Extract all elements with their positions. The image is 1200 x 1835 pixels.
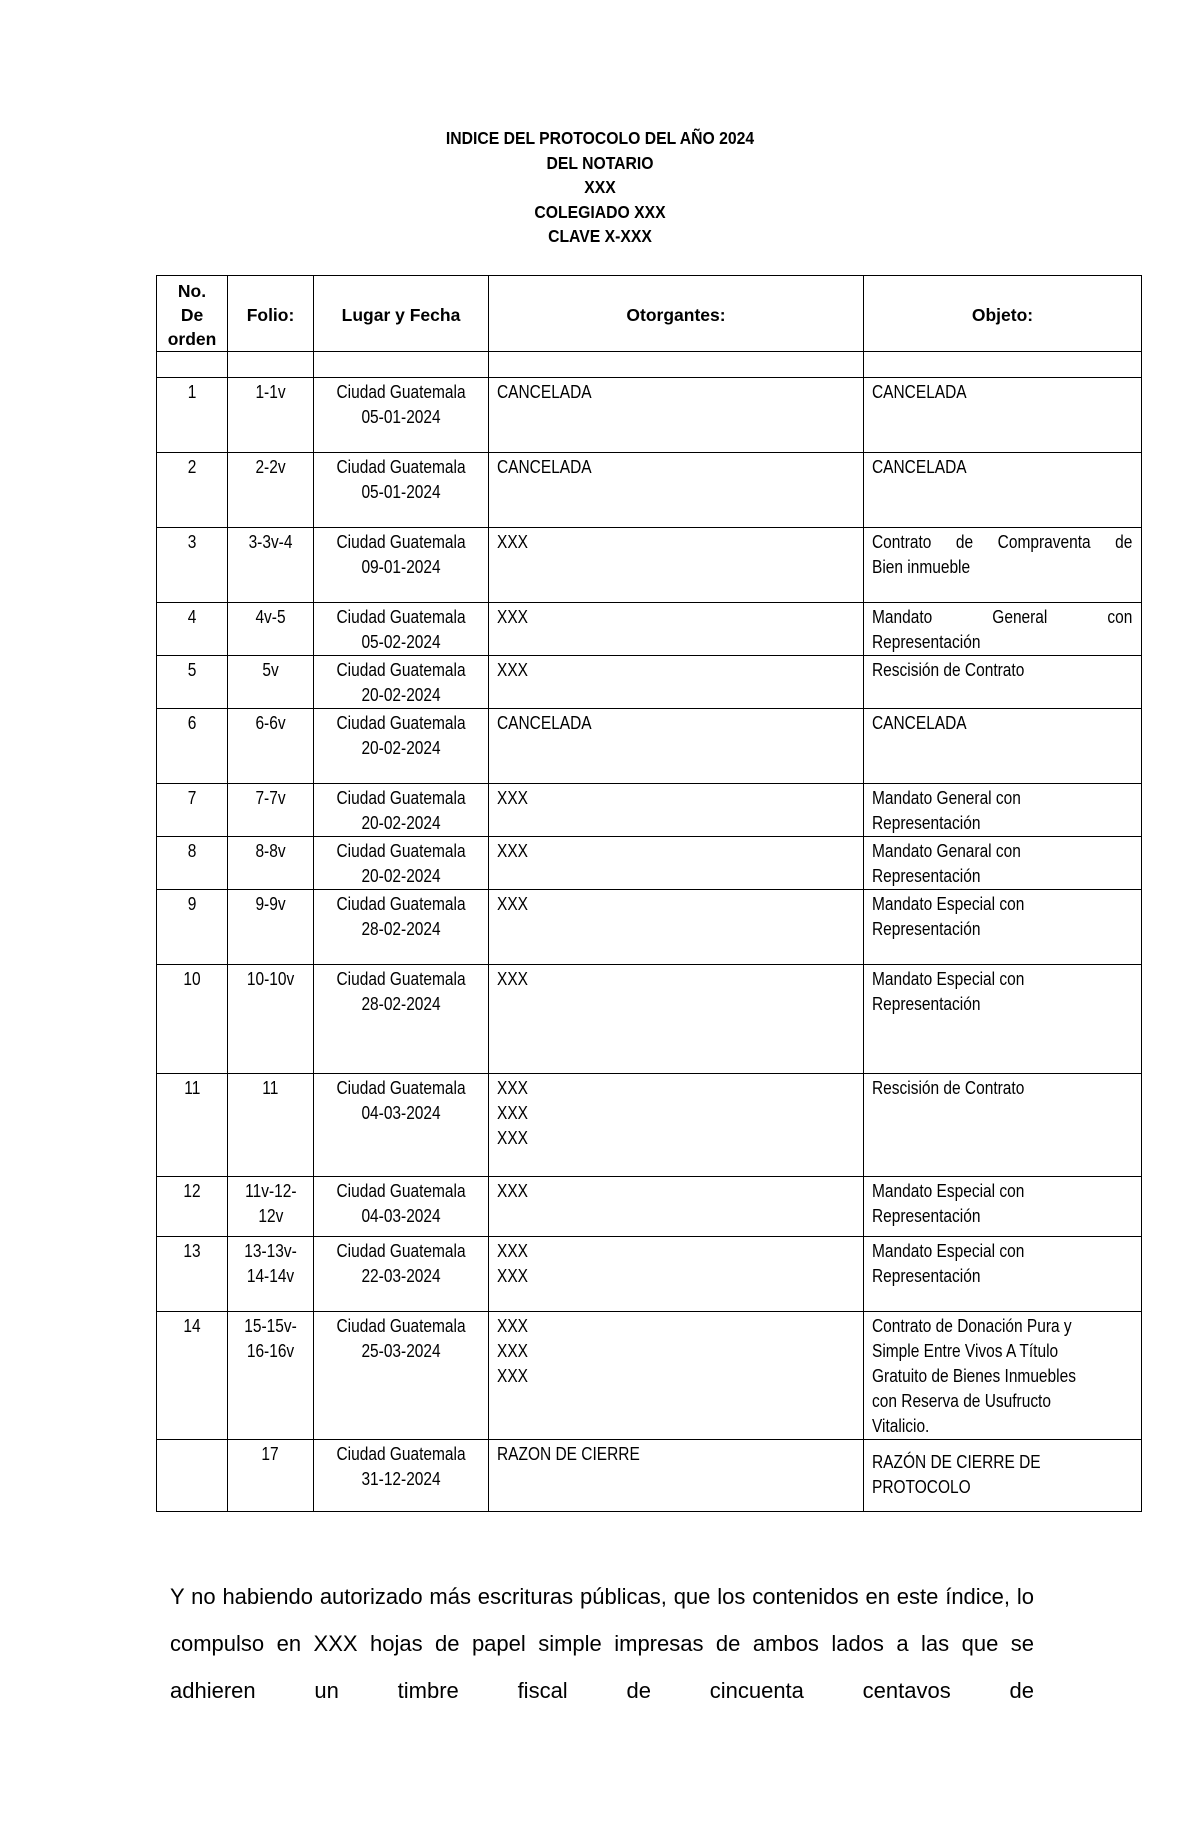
cell-text bbox=[336, 1239, 465, 1289]
cell-line: XXX bbox=[497, 532, 528, 552]
cell-text bbox=[872, 711, 1132, 736]
cell-objeto bbox=[864, 528, 1142, 603]
cell-line: CANCELADA bbox=[497, 382, 592, 402]
table-row bbox=[157, 965, 1142, 1074]
cell-fecha: 05-02-2024 bbox=[361, 632, 441, 652]
cell-text bbox=[497, 658, 854, 683]
cell-text bbox=[872, 455, 1132, 480]
cell-text bbox=[872, 658, 1132, 683]
title-line-2: DEL NOTARIO bbox=[546, 152, 654, 173]
cell-line: RAZÓN DE CIERRE DE bbox=[872, 1452, 1041, 1472]
cell-text bbox=[336, 711, 465, 761]
table-row bbox=[157, 1440, 1142, 1512]
cell-line: Representación bbox=[872, 632, 981, 652]
cell-lugar-fecha bbox=[314, 784, 489, 837]
cell-line: 12v bbox=[258, 1206, 283, 1226]
cell-line: Bien inmueble bbox=[872, 557, 971, 577]
cell-line: XXX bbox=[497, 969, 528, 989]
cell-line: XXX bbox=[497, 894, 528, 914]
cell-text bbox=[497, 380, 854, 405]
index-table bbox=[156, 275, 1142, 1512]
cell-text bbox=[255, 605, 285, 630]
header-row bbox=[157, 276, 1142, 352]
cell-line: Mandato Especial con bbox=[872, 1241, 1025, 1261]
cell-folio bbox=[228, 528, 314, 603]
cell-no-value: 2 bbox=[187, 457, 197, 477]
cell-lugar-fecha bbox=[314, 1074, 489, 1177]
spacer-cell bbox=[228, 352, 314, 378]
cell-text bbox=[872, 1239, 1132, 1289]
cell-lugar: Ciudad Guatemala bbox=[336, 457, 466, 477]
cell-line: CANCELADA bbox=[497, 457, 592, 477]
cell-line: RAZON DE CIERRE bbox=[497, 1444, 640, 1464]
cell-objeto bbox=[864, 378, 1142, 453]
cell-objeto bbox=[864, 837, 1142, 890]
cell-otorgantes bbox=[489, 528, 864, 603]
cell-fecha: 04-03-2024 bbox=[361, 1103, 441, 1123]
cell-text bbox=[336, 1442, 465, 1492]
cell-line: 9-9v bbox=[255, 894, 286, 914]
cell-text bbox=[497, 1239, 854, 1289]
cell-line: PROTOCOLO bbox=[872, 1477, 971, 1497]
cell-text bbox=[497, 892, 854, 917]
cell-line: 6-6v bbox=[255, 713, 286, 733]
cell-line: XXX bbox=[497, 841, 528, 861]
cell-text bbox=[336, 839, 465, 889]
cell-text bbox=[497, 530, 854, 555]
col-header-no-line2: De bbox=[180, 304, 204, 325]
cell-folio bbox=[228, 453, 314, 528]
cell-line: XXX bbox=[497, 1103, 528, 1123]
cell-lugar: Ciudad Guatemala bbox=[336, 660, 466, 680]
cell-line: Mandato Genaral con bbox=[872, 841, 1021, 861]
cell-objeto bbox=[864, 1177, 1142, 1237]
cell-text bbox=[255, 786, 285, 811]
cell-folio bbox=[228, 784, 314, 837]
cell-text bbox=[872, 892, 1132, 942]
cell-line: Rescisión de Contrato bbox=[872, 1078, 1025, 1098]
cell-otorgantes bbox=[489, 1074, 864, 1177]
col-header-lugar: Lugar y Fecha bbox=[314, 276, 489, 352]
cell-text bbox=[872, 380, 1132, 405]
col-header-folio: Folio: bbox=[228, 276, 314, 352]
cell-no-value: 4 bbox=[187, 607, 197, 627]
table-row bbox=[157, 603, 1142, 656]
cell-folio bbox=[228, 1312, 314, 1440]
cell-text bbox=[497, 967, 854, 992]
col-header-no-line3: orden bbox=[167, 328, 217, 349]
cell-no-value: 8 bbox=[187, 841, 197, 861]
cell-fecha: 05-01-2024 bbox=[361, 482, 441, 502]
cell-lugar-fecha bbox=[314, 965, 489, 1074]
cell-text bbox=[336, 380, 465, 430]
cell-lugar: Ciudad Guatemala bbox=[336, 788, 466, 808]
title-line-3: XXX bbox=[584, 177, 616, 197]
cell-text bbox=[247, 967, 294, 992]
cell-otorgantes bbox=[489, 1177, 864, 1237]
cell-line: XXX bbox=[497, 1241, 528, 1261]
cell-lugar-fecha bbox=[314, 1312, 489, 1440]
cell-line: 13-13v- bbox=[244, 1241, 297, 1261]
cell-text bbox=[336, 605, 465, 655]
cell-lugar: Ciudad Guatemala bbox=[336, 1078, 466, 1098]
cell-no bbox=[157, 453, 228, 528]
cell-lugar-fecha bbox=[314, 1177, 489, 1237]
cell-fecha: 20-02-2024 bbox=[361, 813, 441, 833]
cell-lugar: Ciudad Guatemala bbox=[336, 969, 466, 989]
cell-line: 7-7v bbox=[255, 788, 286, 808]
cell-line: Contrato de Donación Pura y bbox=[872, 1316, 1072, 1336]
cell-fecha: 20-02-2024 bbox=[361, 866, 441, 886]
cell-fecha: 31-12-2024 bbox=[361, 1469, 441, 1489]
cell-lugar-fecha bbox=[314, 1440, 489, 1512]
cell-text bbox=[497, 1179, 854, 1204]
cell-lugar-fecha bbox=[314, 890, 489, 965]
cell-line: CANCELADA bbox=[872, 713, 967, 733]
cell-line: 15-15v- bbox=[244, 1316, 297, 1336]
cell-objeto bbox=[864, 603, 1142, 656]
cell-folio bbox=[228, 1074, 314, 1177]
cell-line: 2-2v bbox=[255, 457, 286, 477]
cell-folio bbox=[228, 890, 314, 965]
cell-otorgantes bbox=[489, 1237, 864, 1312]
closing-paragraph: Y no habiendo autorizado más escrituras públicas, que los contenidos en este índice, lo compulso en XXX hojas de papel simple impresas de ambos lados a las que se adhieren un timbre fiscal de cincuenta centavos de bbox=[170, 1584, 1034, 1703]
cell-text bbox=[497, 1076, 854, 1151]
cell-objeto bbox=[864, 1440, 1142, 1512]
cell-line: Contrato de Compraventa de bbox=[872, 532, 1133, 552]
cell-line: Representación bbox=[872, 866, 981, 886]
cell-line: 5v bbox=[262, 660, 279, 680]
cell-lugar: Ciudad Guatemala bbox=[336, 382, 466, 402]
spacer-cell bbox=[157, 352, 228, 378]
cell-objeto bbox=[864, 1237, 1142, 1312]
cell-objeto bbox=[864, 1074, 1142, 1177]
cell-fecha: 22-03-2024 bbox=[361, 1266, 441, 1286]
cell-no bbox=[157, 1237, 228, 1312]
cell-line: 4v-5 bbox=[255, 607, 286, 627]
cell-folio bbox=[228, 378, 314, 453]
cell-fecha: 20-02-2024 bbox=[361, 738, 441, 758]
table-row bbox=[157, 1237, 1142, 1312]
cell-line: con Reserva de Usufructo bbox=[872, 1391, 1051, 1411]
cell-text bbox=[336, 967, 465, 1017]
cell-otorgantes bbox=[489, 890, 864, 965]
table-row bbox=[157, 1312, 1142, 1440]
cell-no-value: 7 bbox=[187, 788, 197, 808]
cell-no bbox=[157, 1177, 228, 1237]
cell-line: XXX bbox=[497, 1366, 528, 1386]
cell-line: XXX bbox=[497, 660, 528, 680]
cell-text bbox=[497, 605, 854, 630]
cell-objeto bbox=[864, 453, 1142, 528]
cell-text bbox=[336, 455, 465, 505]
cell-line: 8-8v bbox=[255, 841, 286, 861]
cell-line: Gratuito de Bienes Inmuebles bbox=[872, 1366, 1076, 1386]
cell-text bbox=[244, 1314, 296, 1364]
cell-line: Mandato Especial con bbox=[872, 1181, 1025, 1201]
cell-line: Mandato Especial con bbox=[872, 969, 1025, 989]
cell-lugar: Ciudad Guatemala bbox=[336, 1241, 466, 1261]
cell-line: 3-3v-4 bbox=[248, 532, 293, 552]
cell-line: 10-10v bbox=[246, 969, 295, 989]
cell-no bbox=[157, 528, 228, 603]
cell-line: Representación bbox=[872, 1206, 981, 1226]
cell-text bbox=[872, 605, 1132, 655]
cell-text bbox=[336, 892, 465, 942]
col-header-no-line1: No. bbox=[177, 280, 207, 301]
cell-line: Mandato Especial con bbox=[872, 894, 1025, 914]
cell-line: XXX bbox=[497, 1128, 528, 1148]
cell-no-value: 14 bbox=[183, 1316, 201, 1336]
cell-line: Simple Entre Vivos A Título bbox=[872, 1341, 1059, 1361]
cell-otorgantes bbox=[489, 709, 864, 784]
cell-objeto bbox=[864, 709, 1142, 784]
cell-text bbox=[497, 1314, 854, 1389]
cell-line: Rescisión de Contrato bbox=[872, 660, 1025, 680]
cell-no-value: 5 bbox=[187, 660, 197, 680]
cell-line: 16-16v bbox=[246, 1341, 295, 1361]
cell-otorgantes bbox=[489, 1440, 864, 1512]
table-row bbox=[157, 656, 1142, 709]
cell-text bbox=[336, 658, 465, 708]
cell-no bbox=[157, 784, 228, 837]
cell-folio bbox=[228, 1440, 314, 1512]
table-row bbox=[157, 1074, 1142, 1177]
cell-line: 1-1v bbox=[255, 382, 286, 402]
cell-lugar-fecha bbox=[314, 837, 489, 890]
spacer-row bbox=[157, 352, 1142, 378]
cell-text bbox=[872, 1450, 1132, 1500]
cell-line: Representación bbox=[872, 813, 981, 833]
cell-no-value: 12 bbox=[183, 1181, 201, 1201]
cell-otorgantes bbox=[489, 603, 864, 656]
cell-text bbox=[245, 1179, 296, 1229]
cell-text bbox=[872, 530, 1132, 580]
cell-lugar: Ciudad Guatemala bbox=[336, 532, 466, 552]
cell-line: Representación bbox=[872, 1266, 981, 1286]
cell-no-value: 9 bbox=[187, 894, 197, 914]
cell-text bbox=[249, 530, 293, 555]
cell-objeto bbox=[864, 1312, 1142, 1440]
table-row bbox=[157, 1177, 1142, 1237]
cell-fecha: 09-01-2024 bbox=[361, 557, 441, 577]
col-header-objeto: Objeto: bbox=[864, 276, 1142, 352]
cell-no-value: 3 bbox=[187, 532, 197, 552]
cell-objeto bbox=[864, 890, 1142, 965]
cell-text bbox=[872, 839, 1132, 889]
cell-no bbox=[157, 890, 228, 965]
cell-text bbox=[255, 711, 285, 736]
cell-line: 11 bbox=[262, 1078, 279, 1098]
col-header-no bbox=[157, 276, 228, 352]
cell-no bbox=[157, 1074, 228, 1177]
cell-folio bbox=[228, 965, 314, 1074]
cell-lugar: Ciudad Guatemala bbox=[336, 894, 466, 914]
table-row bbox=[157, 709, 1142, 784]
cell-text bbox=[255, 839, 285, 864]
cell-line: Mandato General con bbox=[872, 788, 1021, 808]
cell-line: XXX bbox=[497, 1181, 528, 1201]
table-row bbox=[157, 453, 1142, 528]
cell-text bbox=[872, 786, 1132, 836]
cell-lugar: Ciudad Guatemala bbox=[336, 713, 466, 733]
cell-objeto bbox=[864, 656, 1142, 709]
cell-line: XXX bbox=[497, 1078, 528, 1098]
cell-line: XXX bbox=[497, 607, 528, 627]
cell-otorgantes bbox=[489, 837, 864, 890]
title-line-1: INDICE DEL PROTOCOLO DEL AÑO 2024 bbox=[445, 128, 755, 148]
cell-line: CANCELADA bbox=[872, 457, 967, 477]
cell-fecha: 05-01-2024 bbox=[361, 407, 441, 427]
cell-no bbox=[157, 965, 228, 1074]
cell-line: XXX bbox=[497, 1316, 528, 1336]
cell-folio bbox=[228, 1177, 314, 1237]
table-row bbox=[157, 378, 1142, 453]
cell-lugar-fecha bbox=[314, 656, 489, 709]
spacer-cell bbox=[864, 352, 1142, 378]
cell-text bbox=[872, 1314, 1132, 1439]
cell-objeto bbox=[864, 784, 1142, 837]
cell-folio bbox=[228, 656, 314, 709]
cell-text bbox=[497, 1442, 854, 1467]
cell-text bbox=[336, 786, 465, 836]
cell-no bbox=[157, 837, 228, 890]
cell-no-value: 11 bbox=[183, 1078, 201, 1098]
cell-no bbox=[157, 709, 228, 784]
cell-text bbox=[336, 530, 465, 580]
cell-folio bbox=[228, 709, 314, 784]
table-row bbox=[157, 528, 1142, 603]
cell-line: CANCELADA bbox=[872, 382, 967, 402]
cell-text bbox=[872, 967, 1132, 1017]
cell-folio bbox=[228, 1237, 314, 1312]
cell-no-value: 6 bbox=[187, 713, 197, 733]
cell-text bbox=[255, 455, 285, 480]
cell-otorgantes bbox=[489, 453, 864, 528]
cell-otorgantes bbox=[489, 656, 864, 709]
table-row bbox=[157, 837, 1142, 890]
cell-lugar-fecha bbox=[314, 453, 489, 528]
cell-fecha: 28-02-2024 bbox=[361, 994, 441, 1014]
cell-no bbox=[157, 656, 228, 709]
cell-otorgantes bbox=[489, 1312, 864, 1440]
cell-text bbox=[336, 1076, 465, 1126]
cell-lugar: Ciudad Guatemala bbox=[336, 1316, 466, 1336]
cell-line: 11v-12- bbox=[244, 1181, 297, 1201]
spacer-cell bbox=[314, 352, 489, 378]
cell-text bbox=[255, 380, 285, 405]
cell-text bbox=[255, 892, 285, 917]
cell-lugar: Ciudad Guatemala bbox=[336, 841, 466, 861]
cell-fecha: 04-03-2024 bbox=[361, 1206, 441, 1226]
cell-no-value: 10 bbox=[183, 969, 201, 989]
cell-text bbox=[497, 839, 854, 864]
cell-otorgantes bbox=[489, 965, 864, 1074]
cell-text bbox=[497, 455, 854, 480]
cell-text bbox=[244, 1239, 296, 1289]
cell-lugar-fecha bbox=[314, 378, 489, 453]
cell-fecha: 25-03-2024 bbox=[361, 1341, 441, 1361]
cell-fecha: 20-02-2024 bbox=[361, 685, 441, 705]
cell-lugar-fecha bbox=[314, 1237, 489, 1312]
cell-otorgantes bbox=[489, 378, 864, 453]
cell-objeto bbox=[864, 965, 1142, 1074]
cell-text bbox=[262, 1076, 278, 1101]
title-line-5: CLAVE X-XXX bbox=[548, 226, 652, 246]
cell-line: Representación bbox=[872, 919, 981, 939]
cell-line: 14-14v bbox=[246, 1266, 295, 1286]
cell-text bbox=[872, 1179, 1132, 1229]
table-row bbox=[157, 890, 1142, 965]
cell-no bbox=[157, 1440, 228, 1512]
cell-line: XXX bbox=[497, 1266, 528, 1286]
cell-line: XXX bbox=[497, 788, 528, 808]
cell-lugar-fecha bbox=[314, 603, 489, 656]
cell-line: CANCELADA bbox=[497, 713, 592, 733]
cell-lugar-fecha bbox=[314, 709, 489, 784]
cell-no bbox=[157, 1312, 228, 1440]
cell-folio bbox=[228, 603, 314, 656]
cell-no bbox=[157, 603, 228, 656]
cell-text bbox=[336, 1179, 465, 1229]
cell-text bbox=[262, 658, 278, 683]
cell-lugar: Ciudad Guatemala bbox=[336, 1444, 466, 1464]
cell-no bbox=[157, 378, 228, 453]
spacer-cell bbox=[489, 352, 864, 378]
cell-text bbox=[497, 711, 854, 736]
cell-lugar: Ciudad Guatemala bbox=[336, 1181, 466, 1201]
cell-otorgantes bbox=[489, 784, 864, 837]
cell-line: Vitalicio. bbox=[872, 1416, 930, 1436]
cell-lugar: Ciudad Guatemala bbox=[336, 607, 466, 627]
cell-lugar-fecha bbox=[314, 528, 489, 603]
table-body bbox=[157, 378, 1142, 1512]
cell-text bbox=[336, 1314, 465, 1364]
cell-folio bbox=[228, 837, 314, 890]
cell-line: 17 bbox=[261, 1444, 280, 1464]
cell-line: XXX bbox=[497, 1341, 528, 1361]
cell-line: Representación bbox=[872, 994, 981, 1014]
cell-no-value: 13 bbox=[183, 1241, 201, 1261]
cell-fecha: 28-02-2024 bbox=[361, 919, 441, 939]
table-row bbox=[157, 784, 1142, 837]
cell-line: Mandato General con bbox=[872, 607, 1133, 627]
cell-text bbox=[262, 1442, 279, 1467]
title-line-4: COLEGIADO XXX bbox=[534, 201, 666, 222]
cell-text bbox=[872, 1076, 1132, 1101]
col-header-otorgantes: Otorgantes: bbox=[489, 276, 864, 352]
cell-text bbox=[497, 786, 854, 811]
document-title bbox=[60, 126, 1140, 249]
cell-no-value: 1 bbox=[187, 382, 197, 402]
